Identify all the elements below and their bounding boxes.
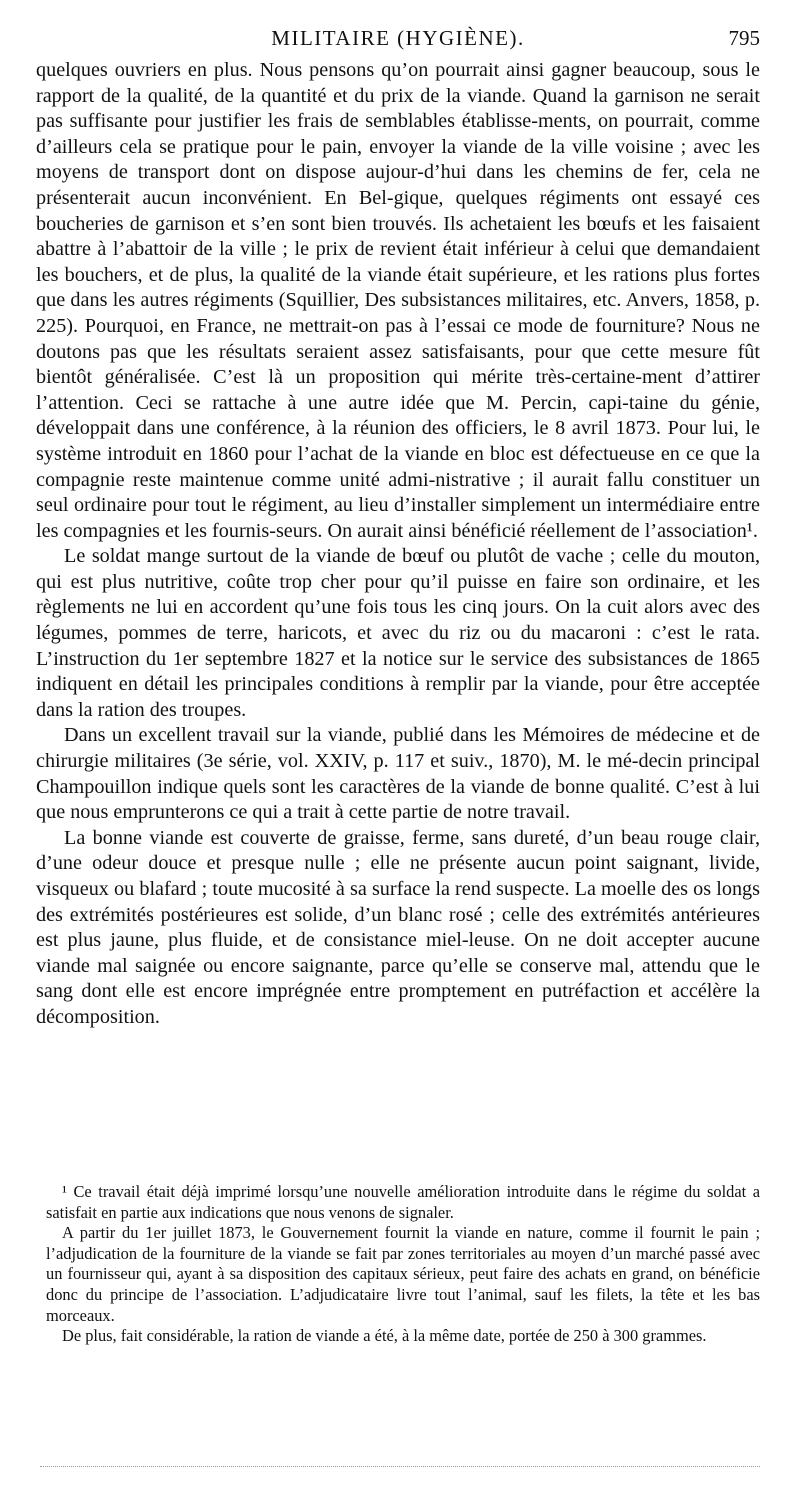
paragraph: quelques ouvriers en plus. Nous pensons qu’on pourrait ainsi gagner beaucoup, sous le rapport de la qualité, de la quantité et du prix de la viande. Quand la garnison ne serait pas suffisante pour justifier les frais de semblables établisse-ments, on pourrait, comme d’ailleurs cela se pratique pour le pain, envoyer la viande de la ville voisine ; avec les moyens de transport dont on dispose aujour-d’hui dans les chemins de fer, cela ne présenterait aucun inconvénient. En Bel-gique, quelques régiments ont essayé ces boucheries de garnison et s’en sont bien trouvés. Ils achetaient les bœufs et les faisaient abattre à l’abattoir de la ville ; le prix de revient était inférieur à celui que demandaient les bouchers, et de plus, la qualité de la viande était supérieure, et les rations plus fortes que dans les autres régiments (Squillier, Des subsistances militaires, etc. Anvers, 1858, p. 225). Pourquoi, en France, ne mettrait-on pas à l’essai ce mode de fourniture? Nous ne doutons pas que les résultats seraient assez satisfaisants, pour que cette mesure fût bientôt généralisée. C’est là un proposition qui mérite très-certaine-ment d’attirer l’attention. Ceci se rattache à une autre idée que M. Percin, capi-taine du génie, développait dans une conférence, à la réunion des officiers, le 8 avril 1873. Pour lui, le système introduit en 1860 pour l’achat de la viande en bloc est défectueuse en ce que la compagnie reste maintenue comme unité admi-nistrative ; il aurait fallu constituer un seul ordinaire pour tout le régiment, au lieu d’installer simplement un intermédiaire entre les compagnies et les fournis-seurs. On aurait ainsi bénéficié réellement de l’association¹. [36, 59, 760, 542]
paragraph: La bonne viande est couverte de graisse, ferme, sans dureté, d’un beau rouge clair, d’une odeur douce et presque nulle ; elle ne présente aucun point saignant, livide, visqueux ou blafard ; toute mucosité à sa surface la rend suspecte. La moelle des os longs des extrémités postérieures est solide, d’un blanc rosé ; celle des extrémités antérieures est plus jaune, plus fluide, et de consistance miel-leuse. On ne doit accepter aucune viande mal saignée ou encore saignante, parce qu’elle se conserve mal, attendu que le sang dont elle est encore imprégnée entre promptement en putréfaction et accélère la décomposition. [36, 826, 760, 1028]
footnote: De plus, fait considérable, la ration de viande a été, à la même date, portée de 250 à 300 grammes. [62, 1326, 707, 1346]
footnote: A partir du 1er juillet 1873, le Gouvernement fournit la viande en nature, comme il fournit le pain ; l’adjudication de la fourniture de la viande se fait par zones territoriales au moyen d’un marché passé avec un fournisseur qui, ayant à sa disposition des capitaux sérieux, peut faire des achats en grand, on bénéficie donc du principe de l’association. L’adjudicataire livre tout l’animal, sauf les filets, la tête et les bas morceaux. [46, 1223, 760, 1325]
running-header [36, 26, 760, 62]
footnote: ¹ Ce travail était déjà imprimé lorsqu’une nouvelle amélioration introduite dans le régime du soldat a satisfait en partie aux indications que nous venons de signaler. [46, 1182, 760, 1222]
bottom-rule [40, 1466, 760, 1467]
paragraph: Le soldat mange surtout de la viande de bœuf ou plutôt de vache ; celle du mouton, qui est plus nutritive, coûte trop cher pour qu’il puisse en faire son ordinaire, et les règlements ne lui en accordent qu’une fois tous les cinq jours. On la cuit alors avec des légumes, pommes de terre, haricots, et avec du riz ou du macaroni : c’est le rata. L’instruction du 1er septembre 1827 et la notice sur le service des subsistances de 1865 indiquent en détail les principales conditions à remplir par la viande, pour être acceptée dans la ration des troupes. [36, 545, 760, 721]
running-title: MILITAIRE (HYGIÈNE). [271, 26, 525, 50]
page-number: 795 [728, 26, 760, 50]
footnotes [46, 1182, 760, 1347]
paragraph: Dans un excellent travail sur la viande, publié dans les Mémoires de médecine et de chirurgie militaires (3e série, vol. XXIV, p. 117 et suiv., 1870), M. le mé-decin principal Champouillon indique quels sont les caractères de la viande de bonne qualité. C’est à lui que nous emprunterons ce qui a trait à cette partie de notre travail. [36, 724, 760, 824]
main-text [36, 58, 760, 1031]
